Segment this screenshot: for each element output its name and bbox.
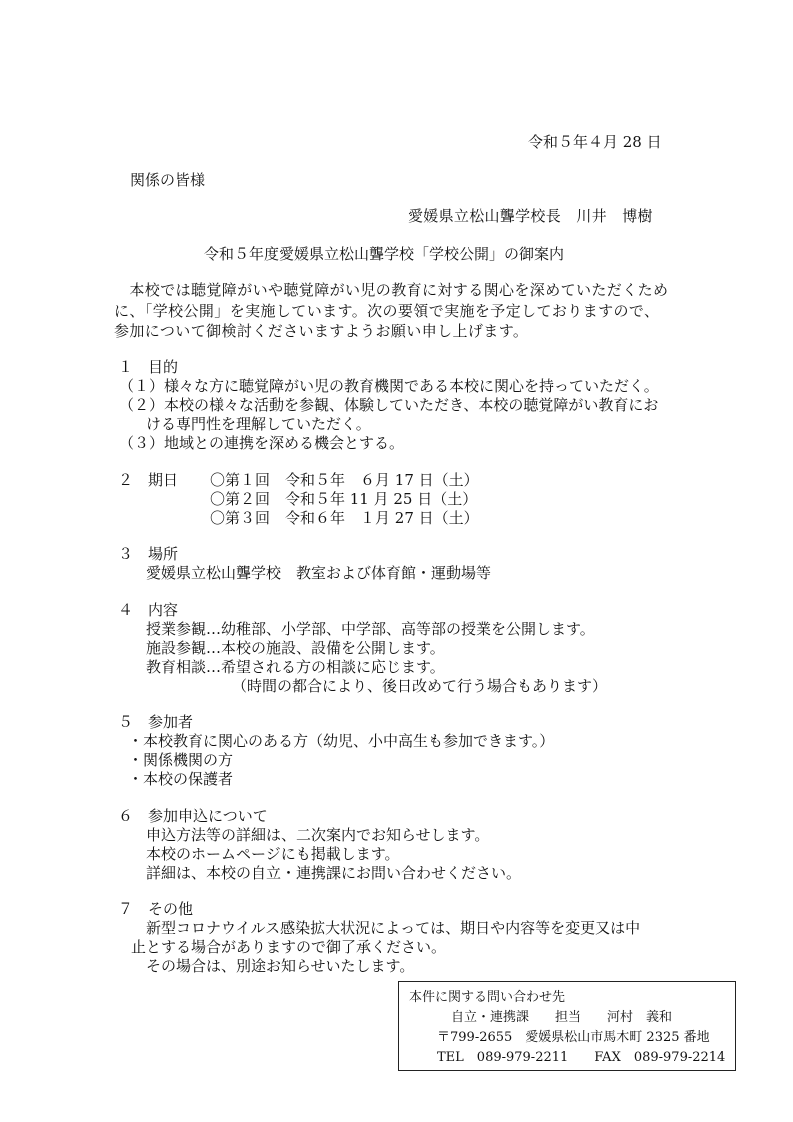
content-item: 施設参観…本校の施設、設備を公開します。 (146, 639, 445, 657)
section-heading-place: ３ 場所 (118, 545, 179, 563)
section-heading-other: ７ その他 (118, 900, 194, 918)
content-item: 授業参観…幼稚部、小学部、中学部、高等部の授業を公開します。 (146, 620, 595, 638)
other-item: その場合は、別途お知らせいたします。 (146, 957, 415, 975)
purpose-item: （３）地域との連携を深める機会とする。 (119, 434, 405, 452)
place-text: 愛媛県立松山聾学校 教室および体育館・運動場等 (146, 564, 492, 582)
contact-address: 〒799-2655 愛媛県松山市馬木町 2325 番地 (437, 1030, 710, 1045)
sender: 愛媛県立松山聾学校長 川井 博樹 (408, 207, 653, 225)
content-note: （時間の都合により、後日改めて行う場合もあります） (232, 677, 608, 695)
participant-item: ・本校教育に関心のある方（幼児、小中高生も参加できます。） (128, 732, 555, 750)
intro-line: 参加について御検討くださいますようお願い申し上げます。 (114, 322, 529, 340)
schedule-item: 〇第３回 令和６年 １月 27 日（土） (210, 509, 479, 527)
purpose-item: （１）様々な方に聴覚障がい児の教育機関である本校に関心を持っていただく。 (119, 377, 659, 395)
application-item: 申込方法等の詳細は、二次案内でお知らせします。 (146, 826, 490, 844)
section-heading-purpose: １ 目的 (118, 358, 179, 376)
contact-person: 自立・連携課 担当 河村 義和 (451, 1010, 673, 1025)
section-heading-content: ４ 内容 (118, 601, 179, 619)
document-title: 令和５年度愛媛県立松山聾学校「学校公開」の御案内 (204, 245, 565, 263)
content-item: 教育相談…希望される方の相談に応じます。 (146, 658, 445, 676)
participant-item: ・関係機関の方 (128, 751, 234, 769)
document-date: 令和５年４月 28 日 (528, 133, 662, 151)
application-item: 本校のホームページにも掲載します。 (146, 845, 400, 863)
participant-item: ・本校の保護者 (128, 770, 234, 788)
intro-paragraph (114, 280, 694, 342)
other-item: 止とする場合がありますので御了承ください。 (131, 938, 447, 956)
schedule-item: 〇第２回 令和５年 11 月 25 日（土） (210, 490, 478, 508)
purpose-item: （２）本校の様々な活動を参観、体験していただき、本校の聴覚障がい教育にお (119, 396, 659, 414)
schedule-item: 〇第１回 令和５年 ６月 17 日（土） (210, 471, 479, 489)
purpose-item: ける専門性を理解していただく。 (146, 415, 371, 433)
contact-box (398, 981, 736, 1071)
application-item: 詳細は、本校の自立・連携課にお問い合わせください。 (146, 864, 522, 882)
contact-heading: 本件に関する問い合わせ先 (409, 990, 566, 1005)
contact-phones: TEL 089-979-2211 FAX 089-979-2214 (437, 1050, 726, 1065)
intro-line: に、「学校公開」を実施しています。次の要領で実施を予定しておりますので、 (114, 301, 660, 320)
addressee: 関係の皆様 (130, 171, 206, 189)
intro-line: 本校では聴覚障がいや聴覚障がい児の教育に対する関心を深めていただくため (114, 281, 669, 299)
section-heading-application: ６ 参加申込について (118, 807, 268, 825)
section-heading-schedule: ２ 期日 (118, 471, 179, 489)
other-item: 新型コロナウイルス感染拡大状況によっては、期日や内容等を変更又は中 (146, 919, 641, 937)
section-heading-participants: ５ 参加者 (118, 713, 194, 731)
